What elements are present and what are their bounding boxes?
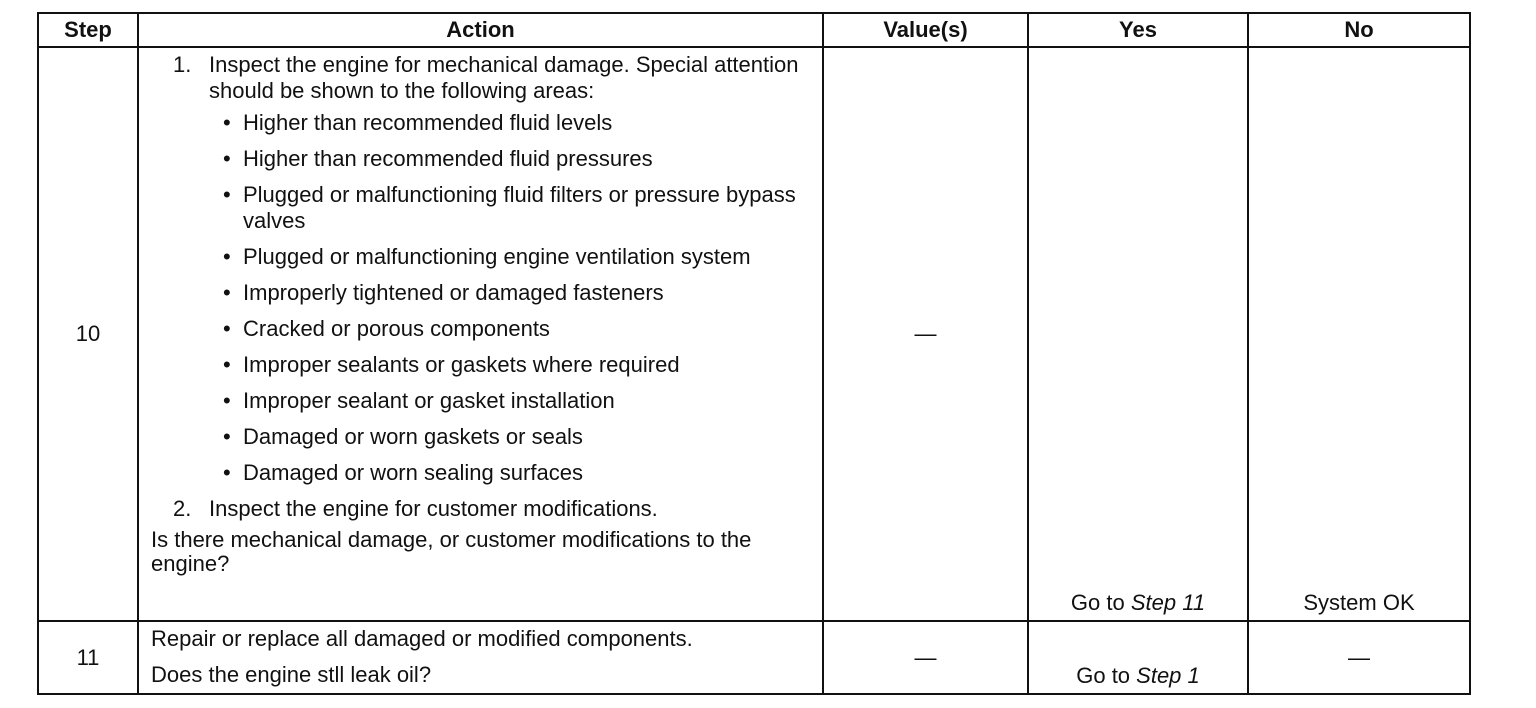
header-no: No [1248,13,1470,47]
action-item-2 [151,496,814,522]
header-yes: Yes [1028,13,1248,47]
header-row [38,13,1470,47]
action-item-number: 1. [173,52,192,77]
values-dash: — [914,321,937,346]
question-text: Is there mechanical damage, or customer modifications to the engine? [151,527,752,576]
values-cell [823,47,1028,621]
step-number: 11 [38,621,138,694]
values-dash: — [914,644,937,670]
action-cell [138,47,823,621]
bullet-icon: • [223,280,231,305]
yes-step-link: Step 1 [1136,663,1200,688]
header-values: Value(s) [823,13,1028,47]
bullet-icon: • [223,460,231,485]
bullet-icon: • [223,424,231,449]
action-item-text: Inspect the engine for mechanical damage. Special attention should be shown to the following areas: [209,52,799,103]
header-step: Step [38,13,138,47]
list-item: • Damaged or worn sealing surfaces [223,460,583,485]
list-item: • Improper sealants or gaskets where required [223,352,680,377]
table-row-step-11 [38,621,1470,694]
no-dash: — [1348,644,1370,670]
yes-step-link: Step 11 [1130,590,1206,615]
inspection-areas-list [151,110,814,486]
list-item: • Improperly tightened or damaged fasteners [223,280,664,305]
bullet-icon: • [223,244,231,269]
step-number: 10 [38,47,138,621]
bullet-icon: • [223,110,231,135]
table-row-step-10 [38,47,1470,621]
bullet-icon: • [223,352,231,377]
header-action: Action [138,13,823,47]
action-item-text: Inspect the engine for customer modifications. [209,496,658,521]
yes-cell [1028,47,1248,621]
bullet-icon: • [223,316,231,341]
question-text: Does the engine stll leak oil? [151,662,432,687]
action-item-number: 2. [173,496,192,521]
yes-prefix: Go to [1070,590,1131,615]
list-item: • Damaged or worn gaskets or seals [223,424,583,449]
bullet-icon: • [223,388,231,413]
list-item: • Higher than recommended fluid pressures [223,146,653,171]
action-text: Repair or replace all damaged or modified components. [151,626,693,651]
list-item: • Plugged or malfunctioning engine ventilation system [223,244,751,269]
list-item: • Higher than recommended fluid levels [223,110,613,135]
list-item: • Cracked or porous components [223,316,550,341]
yes-prefix: Go to [1076,663,1137,688]
values-cell [823,621,1028,694]
no-result: System OK [1303,590,1415,615]
yes-cell [1028,621,1248,694]
bullet-icon: • [223,146,231,171]
list-item: • Improper sealant or gasket installation [223,388,615,413]
bullet-icon: • [223,182,231,207]
action-item-1 [151,52,814,104]
no-cell [1248,621,1470,694]
action-cell [138,621,823,694]
no-cell [1248,47,1470,621]
list-item: • Plugged or malfunctioning fluid filters or pressure bypass valves [223,182,796,233]
diagnostic-table [37,12,1471,695]
